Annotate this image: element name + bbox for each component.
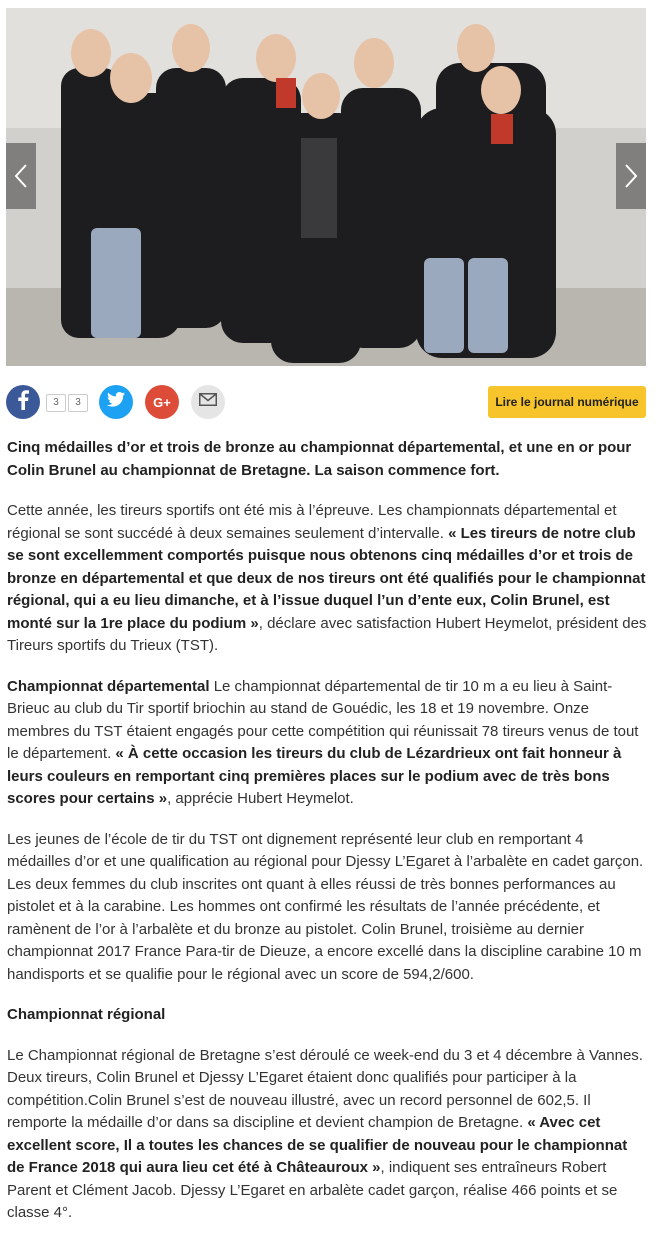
googleplus-share-button[interactable] — [145, 385, 179, 419]
section-heading — [7, 1004, 647, 1027]
quote: « Avec cet excellent score, Il a toutes les chances de se qualifier de nouveau pour le championnat de France 2018 qui aura lieu cet été à Châteauroux » — [7, 1114, 628, 1176]
chevron-right-icon — [624, 163, 638, 189]
article-photo — [6, 8, 646, 366]
group-photo-image — [6, 8, 646, 366]
article-paragraph — [7, 500, 647, 658]
paragraph-text: Le championnat départemental de tir 10 m a eu lieu à Saint-Brieuc au club du Tir sportif briochin au stand de Gouédic, les 18 et 19 novembre. Onze membres du TST étaient engagés pour cette compétition qui réunissait 78 tireurs venus de tout le département. — [7, 677, 639, 762]
share-bar — [6, 384, 646, 420]
carousel-next-button[interactable] — [616, 143, 646, 209]
email-share-button[interactable] — [191, 385, 225, 419]
envelope-icon — [199, 393, 217, 411]
paragraph-text: , apprécie Hubert Heymelot. — [167, 790, 354, 807]
paragraph-text: , déclare avec satisfaction Hubert Heymelot, président des Tireurs sportifs du Trieux (TST). — [7, 614, 647, 654]
article-paragraph — [7, 1045, 647, 1225]
facebook-share-count: 3 — [46, 394, 66, 412]
section-heading-text: Championnat régional — [7, 1006, 166, 1023]
twitter-icon — [107, 392, 125, 412]
twitter-share-button[interactable] — [99, 385, 133, 419]
carousel-prev-button[interactable] — [6, 143, 36, 209]
paragraph-text: Le Championnat régional de Bretagne s’est déroulé ce week-end du 3 et 4 décembre à Vannes. Deux tireurs, Colin Brunel et Djessy L’Egaret étaient donc qualifiés pour participer à la compétition.Colin Brunel s’est de nouveau illustré, avec un record personnel de 602,5. Il remporte la médaille d’or dans sa discipline et devient champion de Bretagne. — [7, 1046, 643, 1131]
paragraph-text: , indiquent ses entraîneurs Robert Parent et Clément Jacob. Djessy L’Egaret en arbalète cadet garçon, réalise 466 points et se classe 4°. — [7, 1159, 618, 1221]
article-paragraph: Les jeunes de l’école de tir du TST ont dignement représenté leur club en remportant 4 médailles d’or et une qualification au régional pour Djessy L’Egaret à l’arbalète en cadet garçon. Les deux femmes du club inscrites ont quant à elles réussi de très bonnes performances au pistolet et à la carabine. Les hommes ont confirmé les résultats de l’année précédente, et ramènent de l’or à l’arbalète et du bronze au pistolet. Colin Brunel, troisième au dernier championnat 2017 France Para-tir de Dieuze, a encore excellé dans la discipline carabine 10 m handisports et se qualifie pour le régional avec un score de 594,2/600. — [7, 830, 644, 983]
inline-heading: Championnat départemental — [7, 677, 210, 695]
article-paragraph — [7, 676, 647, 811]
facebook-share-button[interactable] — [6, 385, 40, 419]
article-body — [7, 437, 647, 1243]
facebook-icon — [17, 390, 29, 415]
read-digital-journal-button[interactable]: Lire le journal numérique — [488, 386, 646, 418]
article-lead: Cinq médailles d’or et trois de bronze au championnat départemental, et une en or pour Colin Brunel au championnat de Bretagne. La saison commence fort. — [7, 439, 632, 479]
chevron-left-icon — [14, 163, 28, 189]
paragraph-text: Cette année, les tireurs sportifs ont été mis à l’épreuve. Les championnats départemental et régional se sont succédé à deux semaines seulement d’intervalle. — [7, 502, 617, 542]
quote: « À cette occasion les tireurs du club de Lézardrieux ont fait honneur à leurs couleurs en remportant cinq premières places sur le podium avec de très bons scores pour certains » — [7, 745, 622, 807]
facebook-like-count: 3 — [68, 394, 88, 412]
google-plus-icon: G+ — [153, 394, 171, 410]
quote: « Les tireurs de notre club se sont excellemment comportés puisque nous obtenons cinq médailles d’or et trois de bronze en départemental et que deux de nos tireurs ont été qualifiés pour le championnat régional, qui a eu lieu dimanche, et à l’issue duquel l’un d’ente eux, Colin Brunel, est monté sur la 1re place du podium » — [7, 524, 646, 632]
